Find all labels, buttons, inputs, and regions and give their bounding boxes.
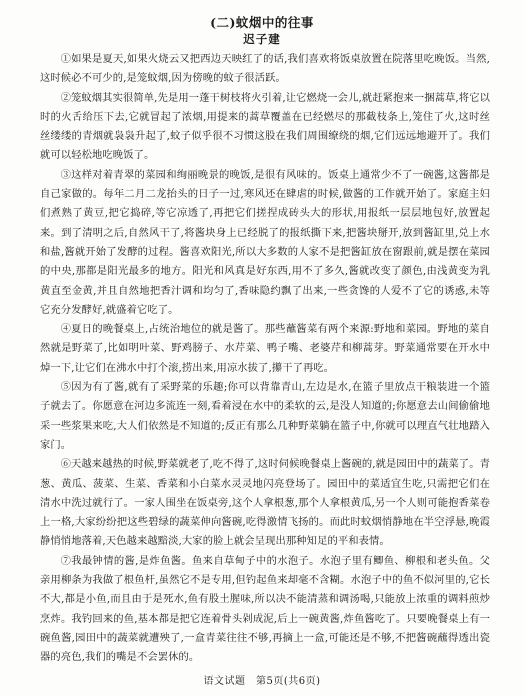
article-body [40,50,490,668]
paragraph-7: ⑦我最钟情的酱,是炸鱼酱。鱼来自草甸子中的水泡子。水泡子里有鲫鱼、柳根和老头鱼。父亲用柳条为我做了根鱼杆,虽然它不是专用,但钓起鱼来却毫不含糊。水泡子中的鱼不似河里的,它长不大,都是小鱼,而且由于是死水,鱼有股土腥味,所以决不能清蒸和调汤喝,只能放上浓重的调料煎炒烹炸。我钓回来的鱼,基本都是把它连着骨头剁成泥,后上一碗黄酱,炸鱼酱吃了。只要晚餐桌上有一碗鱼酱,园田中的蔬菜就遭殃了,一盒青菜往往不够,再摘上一盒,可能还是不够,不把酱碗蘸得透出瓷器的亮色,我们的嘴是不会罢休的。 [40,554,490,664]
paragraph-1: ①如果是夏天,如果火烧云又把西边天映红了的话,我们喜欢将饭桌放置在院落里吃晚饭。当然,这时候必不可少的,是笼蚊烟,因为傍晚的蚊子很活跃。 [40,53,490,85]
paragraph-3: ③这样对着青翠的菜园和绚丽晚景的晚饭,是很有风味的。饭桌上通常少不了一碗酱,这酱都是自己家做的。每年二月二龙抬头的日子一过,寒风还在肆虐的时候,做酱的工作就开始了。家庭主妇们煮熟了黄豆,把它捣碎,等它凉透了,再把它们搓捏成砖头大的形状,用报纸一层层地包好,放置起来。到了清明之后,自然风干了,将酱块身上已经脱了的报纸撕下来,把酱块掰开,放到酱缸里,兑上水和盐,酱就开始了发酵的过程。酱喜欢阳光,所以大多数的人家不是把酱缸放在窗跟前,就是摆在菜园的中央,那都是阳光最多的地方。阳光和风真是好东西,用不了多久,酱就改变了颜色,由浅黄变为乳黄直至金黄,并且自然地把香汁调和均匀了,香味隐约飘了出来,一些贪馋的人爱不了它的诱惑,未等它充分发酵好,就盛着它吃了。 [40,168,490,316]
paragraph-6: ⑥天越来越热的时候,野菜就老了,吃不得了,这时伺候晚餐桌上酱碗的,就是园田中的蔬菜了。青葱、黄瓜、菠菜、生菜、香菜和小白菜水灵灵地闪亮登场了。园田中的菜适宜生吃,只需把它们在清水中洗过就行了。一家人围坐在饭桌旁,这个人拿根葱,那个人拿根黄瓜,另一个人则可能抱香菜卷上一格,大家纷纷把这些碧绿的蔬菜伸向酱碗,吃得激情飞扬的。而此时蚊烟悄静地在半空浮悬,晚霞静悄悄地落着,天色越来越黯淡,大家的脸上就会呈现出那种知足的平和表情。 [40,458,490,548]
section-title: (二)蚊烟中的往事 [210,15,314,30]
paragraph-2: ②笼蚊烟其实很简单,先是用一蓬干树枝将火引着,让它燃烧一会儿,就赶紧抱来一捆蒿草,将它以时的火舌给压下去,它就冒起了浓烟,用提来的蒿草覆盖在已经燃尽的那截枝条上,笼住了火,这时丝丝缕缕的青烟就袅袅升起了,蚊子似乎很不习惯这股在我们周围缭绕的烟,它们远远地避开了。我们就可以轻松地吃晚饭了。 [40,91,490,162]
page-footer: 语文试题 第5页(共6页) [203,676,321,687]
author-name: 迟子建 [243,32,281,46]
paragraph-4: ④夏日的晚餐桌上,占统治地位的就是酱了。那些蘸酱菜有两个来源:野地和菜园。野地的菜自然就是野菜了,比如明叶菜、野鸡膀子、水芹菜、鸭子嘴、老婆芹和柳蒿芽。野菜通常要在开水中焯一下,让它们在沸水中打个滚,捞出来,用凉水拔了,攥干了再吃。 [40,323,490,374]
paragraph-5: ⑤因为有了酱,就有了采野菜的乐趣;你可以背靠青山,左边是水,在篮子里放点干粮装进一个篮子就去了。你愿意在河边多流连一刻,看着浸在水中的柔软的云,是没人知道的;你愿意去山间偷偷地采一些浆果来吃,大人们依然是不知道的;反正有那么几种野菜躺在篮子中,你就可以理直气壮地踏入家门。 [40,381,490,451]
